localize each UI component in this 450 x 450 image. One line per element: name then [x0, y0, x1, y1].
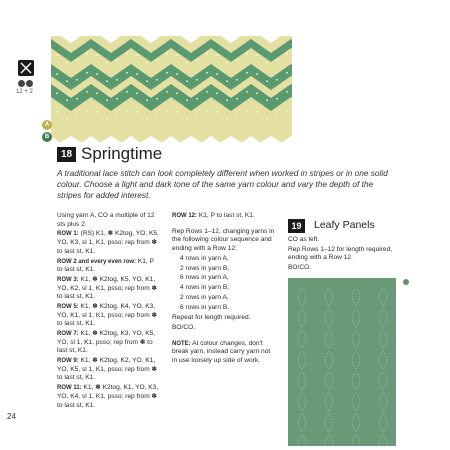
instruction-step: CO as left.	[288, 236, 320, 243]
knitting-needles-icon	[18, 60, 34, 76]
pattern-intro: A traditional lace stitch can look completely different when worked in stripes or in one solid colour. Choose a light and dark tone of the same yarn colour and vary the depth of the stripes for added interest.	[57, 168, 388, 200]
colour-sequence-intro: Rep Rows 1–12, changing yarns in the following colour sequence and ending with a Row 12:	[172, 227, 275, 252]
instruction-step: ROW 1: (RS) K1, ✽ K2tog, YO, K5, YO, K3, sl 1, K1, psso; rep from ✽ to last st, K1.	[57, 230, 159, 255]
instruction-step: ROW 3: K1, ✽ K2tog, K5, YO, K1, YO, K2, sl 1, K1, psso; rep from ✽ to last st, K1.	[57, 276, 158, 301]
instruction-step: ROW 2 and every even row: K1, P to last st, K1.	[57, 257, 154, 274]
instruction-step: BO/CO.	[288, 264, 312, 272]
colour-sequence-list	[172, 255, 277, 313]
colour-sequence-item: 2 rows in yarn A,	[180, 294, 229, 302]
instructions-column-3	[288, 236, 398, 274]
colour-sequence-item: 2 rows in yarn B,	[180, 264, 230, 272]
instruction-step: Rep Rows 1–12 for length required, ending with a Row 12.	[288, 245, 393, 262]
repeat-note: Repeat for length required.	[172, 314, 251, 322]
pattern-title: Leafy Panels	[314, 219, 375, 231]
instructions-column-1	[57, 212, 160, 411]
springtime-swatch-image	[51, 36, 292, 150]
pattern-title: Springtime	[81, 144, 163, 163]
instruction-step: ROW 7: K1, ✽ K2tog, K3, YO, K5, YO, sl 1, K1, psso; rep from ✽ to last st, K1.	[57, 330, 156, 355]
stitch-multiple-label: 12 + 2	[16, 89, 33, 95]
instruction-step: ROW 5: K1, ✽ K2tog, K4, YO, K3, YO, K1, sl 1, K1, psso; rep from ✽ to last st, K1.	[57, 303, 158, 328]
skill-level-icon	[18, 80, 38, 88]
pattern-number-badge: 19	[288, 219, 305, 233]
instruction-step: ROW 11: K1, ✽ K2tog, K1, YO, K3, YO, K4, sl 1, K1, psso; rep from ✽ to last st, K1.	[57, 384, 159, 409]
pattern-note: NOTE: At colour changes, don't break yarn, instead carry yarn not in use loosely up side of work.	[172, 339, 271, 364]
pattern-number-badge: 18	[57, 147, 76, 162]
colour-sequence-item: 4 rows in yarn B,	[180, 284, 230, 292]
instructions-column-2	[172, 212, 277, 367]
yarn-b-badge: B	[42, 132, 52, 142]
page-number: 24	[7, 412, 16, 421]
instruction-step: Using yarn A, CO a multiple of 12 sts plus 2.	[57, 212, 155, 228]
yarn-a-badge: A	[42, 120, 52, 130]
colour-sequence-item: 6 rows in yarn B.	[180, 304, 230, 312]
instruction-step: ROW 9: K1, ✽ K2tog, K2, YO, K1, YO, K5, sl 1, K1, psso; rep from ✽ to last st, K1.	[57, 357, 158, 382]
leafy-panels-swatch-image	[288, 278, 396, 446]
colour-sequence-item: 6 rows in yarn A,	[180, 274, 229, 282]
instruction-step: ROW 12: K1, P to last st, K1.	[172, 212, 255, 219]
yarn-colour-dot-icon	[403, 279, 409, 285]
colour-sequence-item: 4 rows in yarn A,	[180, 254, 229, 262]
bind-off-note: BO/CO.	[172, 323, 196, 331]
yarn-key	[42, 120, 54, 146]
